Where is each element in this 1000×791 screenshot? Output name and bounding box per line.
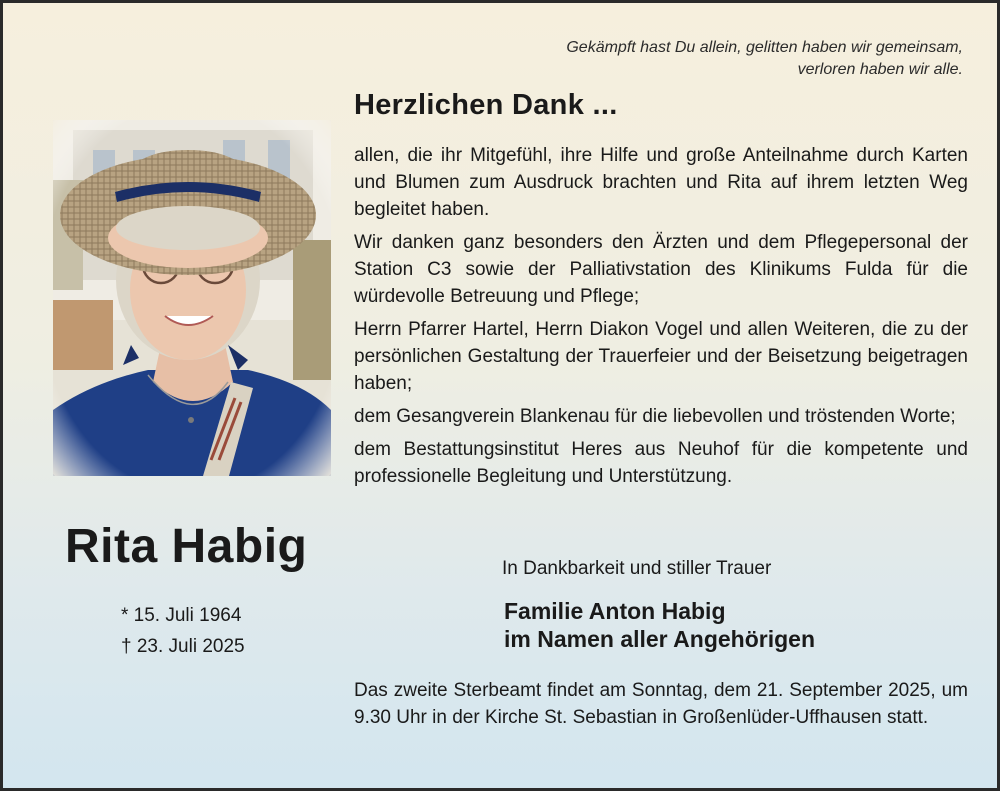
- motto-line-1: Gekämpft hast Du allein, gelitten haben wir gemeinsam,: [566, 39, 963, 56]
- paragraph-4: dem Gesangverein Blankenau für die liebevollen und tröstenden Worte;: [354, 406, 956, 427]
- paragraph-5: dem Bestattungsinstitut Heres aus Neuhof für die kompetente und professionelle Begleitung und Unterstützung.: [354, 439, 968, 487]
- thanks-text: [354, 142, 968, 496]
- family-line-2: im Namen aller Angehörigen: [504, 626, 815, 652]
- birth-date: * 15. Juli 1964: [121, 605, 242, 626]
- motto: [566, 37, 963, 81]
- paragraph-2: Wir danken ganz besonders den Ärzten und dem Pflegepersonal der Station C3 sowie der Palliativstation des Klinikums Fulda für die würdevolle Betreuung und Pflege;: [354, 232, 968, 307]
- family-line-1: Familie Anton Habig: [504, 598, 726, 624]
- paragraph-3: Herrn Pfarrer Hartel, Herrn Diakon Vogel und allen Weiteren, die zu der persönlichen Gestaltung der Trauerfeier und der Beisetzung beigetragen haben;: [354, 319, 968, 394]
- life-dates: [121, 600, 245, 662]
- motto-line-2: verloren haben wir alle.: [797, 61, 963, 78]
- deceased-name: Rita Habig: [65, 520, 308, 573]
- family-signature: [504, 597, 815, 653]
- closing-thanks: In Dankbarkeit und stiller Trauer: [502, 558, 772, 579]
- service-notice: Das zweite Sterbeamt findet am Sonntag, dem 21. September 2025, um 9.30 Uhr in der Kirche St. Sebastian in Großenlüder-Uffhausen statt.: [354, 680, 968, 728]
- paragraph-1: allen, die ihr Mitgefühl, ihre Hilfe und große Anteilnahme durch Karten und Blumen zum Ausdruck brachten und Rita auf ihrem letzten Weg begleitet haben.: [354, 145, 968, 220]
- heading: Herzlichen Dank ...: [354, 89, 618, 121]
- portrait-photo: [53, 120, 331, 476]
- death-date: † 23. Juli 2025: [121, 636, 245, 657]
